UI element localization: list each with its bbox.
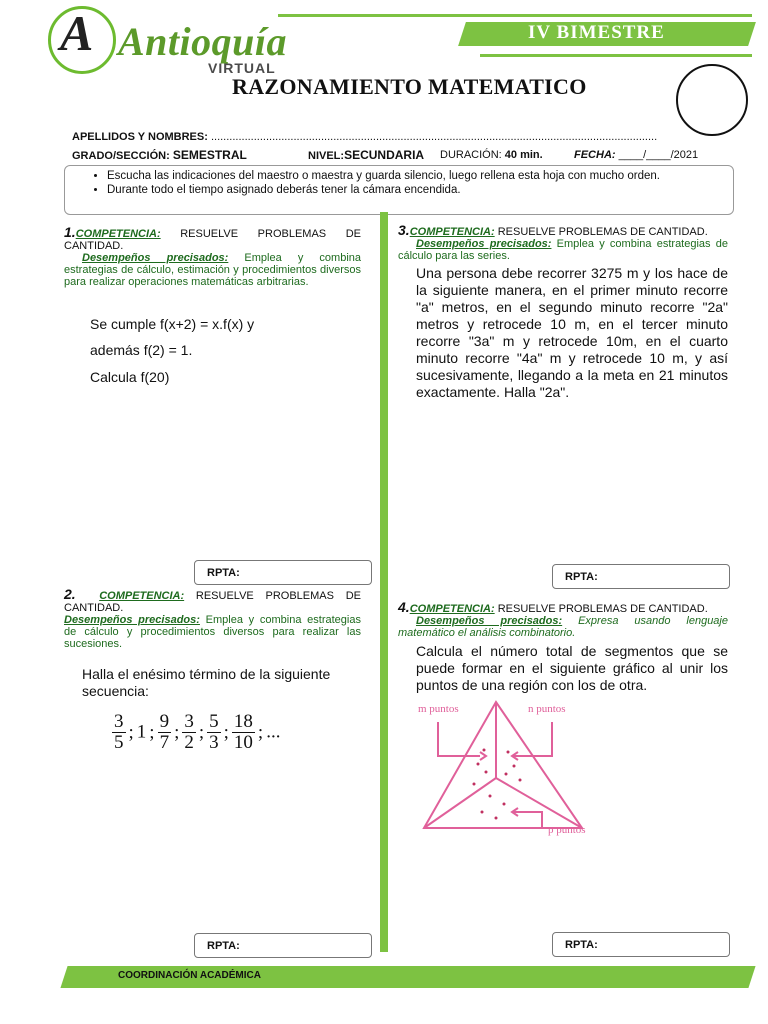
- date-row: [574, 149, 698, 161]
- figure-label-m: m puntos: [418, 703, 459, 715]
- arrow-n-icon: [512, 722, 552, 756]
- q2-body: Halla el enésimo término de la siguiente secuencia:: [82, 666, 331, 699]
- seq-numerator: 18: [233, 711, 253, 732]
- duration-row: [440, 149, 543, 161]
- q1-line-2: además f(2) = 1.: [90, 342, 193, 358]
- seq-fraction: [232, 712, 255, 753]
- q1-answer-box[interactable]: [194, 560, 372, 585]
- header-line-top: [278, 14, 752, 17]
- question-4-header: [398, 601, 728, 639]
- q1-line-3: Calcula f(20): [90, 369, 170, 385]
- q4-desempenos-text: Expresa usando lenguaje matemático el análisis combinatorio.: [398, 615, 728, 639]
- q1-desempenos-label: Desempeños precisados:: [82, 252, 229, 264]
- q2-desempenos-label: Desempeños precisados:: [64, 614, 200, 626]
- triangle-outline: [424, 702, 582, 828]
- q4-competencia-label: COMPETENCIA:: [409, 603, 495, 615]
- seq-numerator: 5: [209, 711, 219, 732]
- duration-value: 40 min.: [504, 149, 543, 161]
- duration-label: DURACIÓN:: [440, 149, 502, 161]
- instruction-item: • Escucha las indicaciones del maestro o maestra y guarda silencio, luego rellena esta hoja con mucho orden.: [107, 170, 733, 182]
- question-2-header: [64, 588, 361, 650]
- instructions-box: [64, 165, 734, 215]
- logo-subtitle: VIRTUAL: [208, 60, 276, 76]
- q4-body: Calcula el número total de segmentos que se puede formar en el siguiente gráfico al unir los puntos de una región con los de otra.: [416, 643, 728, 693]
- seq-separator: ;: [174, 721, 180, 743]
- grade-circle: [676, 64, 748, 136]
- q3-competencia-text: RESUELVE PROBLEMAS DE CANTIDAD.: [494, 226, 708, 238]
- bimester-label: IV BIMESTRE: [528, 22, 665, 43]
- date-field[interactable]: ____/____/2021: [618, 149, 699, 161]
- footer-label: COORDINACIÓN ACADÉMICA: [118, 970, 261, 981]
- question-4-number: 4.: [398, 599, 410, 615]
- q1-line-1: Se cumple f(x+2) = x.f(x) y: [90, 316, 255, 332]
- q2-sequence: [112, 712, 280, 753]
- grade-row: [72, 148, 247, 162]
- question-1-number: 1.: [64, 224, 76, 240]
- question-3-header: [398, 224, 728, 262]
- seq-denominator: 2: [184, 732, 194, 753]
- seq-separator: ;: [128, 721, 134, 743]
- seq-fraction: [112, 712, 126, 753]
- seq-numerator: 3: [114, 711, 124, 732]
- question-3-number: 3.: [398, 222, 410, 238]
- level-label: NIVEL:: [308, 150, 345, 162]
- seq-separator: ;: [198, 721, 205, 743]
- date-label: FECHA:: [574, 149, 616, 161]
- rpta-label: RPTA:: [207, 567, 240, 579]
- question-2-number: 2.: [64, 586, 76, 602]
- figure-label-n: n puntos: [528, 703, 566, 715]
- seq-numerator: 9: [159, 711, 170, 732]
- question-1-header: [64, 226, 361, 288]
- seq-ellipsis: ...: [266, 721, 281, 743]
- q2-desempenos-text: Emplea y combina estrategias de cálculo y procedimientos diversos para realizar las sucesiones.: [64, 614, 361, 650]
- page-title: RAZONAMIENTO MATEMATICO: [232, 74, 587, 99]
- seq-separator: ;: [257, 721, 264, 743]
- q3-desempenos-text: Emplea y combina estrategias de cálculo para las series.: [398, 238, 728, 262]
- q3-body: Una persona debe recorrer 3275 m y los hace de la siguiente manera, en el primer minuto recorre "a" metros, en el segundo minuto recorre "2a" metros y retrocede 10 m, en el tercer minuto recorre "3a" m y retrocede 10m, en el cuarto minuto recorre "4a" m y retrocede 10 m, y así sucesivamente, llegando a la meta en 21 minutos exactamente. Halla "2a".: [416, 265, 728, 400]
- logo-name: Antioquía: [118, 19, 288, 64]
- header-line-bottom: [480, 54, 752, 57]
- q4-desempenos-label: Desempeños precisados:: [416, 615, 563, 627]
- seq-fraction: [158, 712, 172, 753]
- names-label: APELLIDOS Y NOMBRES:: [72, 131, 208, 143]
- names-field[interactable]: ..................................................................................................................................................: [210, 131, 658, 143]
- arrowhead-icon: [480, 752, 486, 760]
- rpta-label: RPTA:: [565, 939, 598, 951]
- q2-competencia-text: RESUELVE PROBLEMAS DE CANTIDAD.: [64, 590, 361, 614]
- seq-fraction: [207, 712, 221, 753]
- seq-denominator: 7: [159, 732, 170, 753]
- q3-competencia-label: COMPETENCIA:: [409, 226, 495, 238]
- grade-value: SEMESTRAL: [172, 148, 247, 162]
- q4-answer-box[interactable]: [552, 932, 730, 957]
- q1-competencia-text: RESUELVE PROBLEMAS DE CANTIDAD.: [64, 228, 361, 252]
- seq-denominator: 10: [233, 732, 253, 753]
- seq-fraction: [182, 712, 196, 753]
- logo-letter: A: [60, 5, 94, 61]
- grade-label: GRADO/SECCIÓN:: [72, 150, 170, 162]
- q3-desempenos-label: Desempeños precisados:: [416, 238, 552, 250]
- q2-answer-box[interactable]: [194, 933, 372, 958]
- seq-term: 1: [136, 721, 147, 743]
- level-value: SECUNDARIA: [344, 148, 425, 162]
- triangle-inner-line: [424, 778, 496, 828]
- seq-denominator: 3: [209, 732, 219, 753]
- triangle-inner-line: [496, 778, 582, 828]
- rpta-label: RPTA:: [565, 571, 598, 583]
- seq-separator: ;: [223, 721, 229, 743]
- seq-denominator: 5: [114, 732, 124, 753]
- instruction-item: • Durante todo el tiempo asignado deberás tener la cámara encendida.: [107, 184, 733, 196]
- seq-numerator: 3: [184, 711, 194, 732]
- level-row: [308, 148, 424, 162]
- divider-watermark: ANTIOQUIA ANTIOQUIA ANTIOQUIA ANTIOQUIA ANTIOQUIA ANTIOQUIA ANTIOQUIA ANTIOQUIA ANTIOQUIA ANTIOQUIA ANTIOQUIA ANTIOQUIA: [370, 219, 377, 945]
- q2-competencia-label: COMPETENCIA:: [99, 590, 185, 602]
- q4-competencia-text: RESUELVE PROBLEMAS DE CANTIDAD.: [494, 603, 708, 615]
- q1-competencia-label: COMPETENCIA:: [75, 228, 161, 240]
- arrow-m-icon: [438, 722, 480, 756]
- q1-desempenos-text: Emplea y combina estrategias de cálculo, estimación y procedimientos diversos para realizar operaciones matemáticas arbitrarias.: [64, 252, 361, 288]
- seq-separator: ;: [149, 721, 155, 743]
- rpta-label: RPTA:: [207, 940, 240, 952]
- names-row: [72, 131, 657, 143]
- figure-label-p: p puntos: [548, 824, 586, 836]
- q4-triangle-figure: [414, 700, 614, 840]
- q3-answer-box[interactable]: [552, 564, 730, 589]
